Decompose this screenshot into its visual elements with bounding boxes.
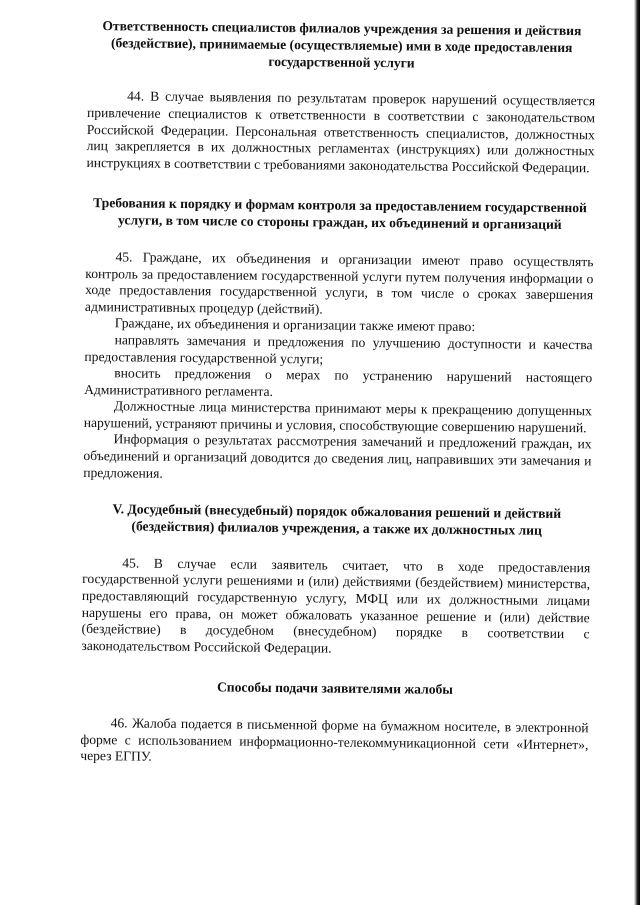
document-page — [80, 18, 596, 770]
section-heading-appeal: V. Досудебный (внесудебный) порядок обжалования решений и действий (бездействия) филиалов учреждения, а также их должностных лиц — [112, 501, 562, 538]
section-heading-control: Требования к порядку и формам контроля за предоставлением государственной услуги, в том числе со стороны граждан, их объединений и организаций — [93, 195, 588, 233]
paragraph-46: 46. Жалоба подается в письменной форме на бумажном носителе, в электронной форме с использованием информационно-телекоммуникационной сети «Интернет», через ЕГПУ. — [80, 715, 589, 765]
section-heading-responsibility: Ответственность специалистов филиалов учреждения за решения и действия (бездействие), принимаемые (осуществляемые) ими в ходе предоставления государственной услуги — [102, 18, 582, 71]
paragraph-officials-measures: Должностные лица министерства принимают меры к прекращению допущенных нарушений, устраняют причины и условия, способствующие совершению нарушений. — [83, 398, 592, 436]
scan-edge-shadow — [634, 0, 640, 905]
section-heading-complaint-methods: Способы подачи заявителями жалобы — [216, 679, 454, 698]
paragraph-rights-intro: Граждане, их объединения и организации также имеют право: — [114, 315, 476, 335]
paragraph-45-appeal: 45. В случае если заявитель считает, что в ходе предоставления государственной услуги решениями и (или) действиями (бездействием) министерства, предоставляющий государственную услугу, МФЦ или их должностными лицами нарушены его права, он может обжаловать указанное решение и (или) действие (бездействие) в досудебном (внесудебном) порядке в соответствии с законодательством Российской Федерации. — [81, 555, 591, 656]
paragraph-right-remarks: направлять замечания и предложения по улучшению доступности и качества предоставления государственной услуги; — [84, 332, 593, 366]
paragraph-45-control: 45. Граждане, их объединения и организации имеют право осуществлять контроль за предоставлением государственной услуги путем получения информации о ходе предоставления государственной услуги, в том числе о сроках завершения административных процедур (действий). — [84, 249, 594, 317]
paragraph-44: 44. В случае выявления по результатам проверок нарушений осуществляется привлечение специалистов к ответственности в соответствии с законодательством Российской Федерации. Персональная ответственность специалистов, должностных лиц закрепляется в их должностных регламентах (инструкциях) или должностных инструкциях в соответствии с требованиями законодательства Российской Федерации. — [86, 88, 596, 176]
paragraph-right-proposals: вносить предложения о мерах по устранению нарушений настоящего Административного регламента. — [84, 365, 593, 399]
paragraph-results-info: Информация о результатах рассмотрения замечаний и предложений граждан, их объединений и организаций доводится до сведения лиц, направивших эти замечания и предложения. — [83, 431, 592, 481]
